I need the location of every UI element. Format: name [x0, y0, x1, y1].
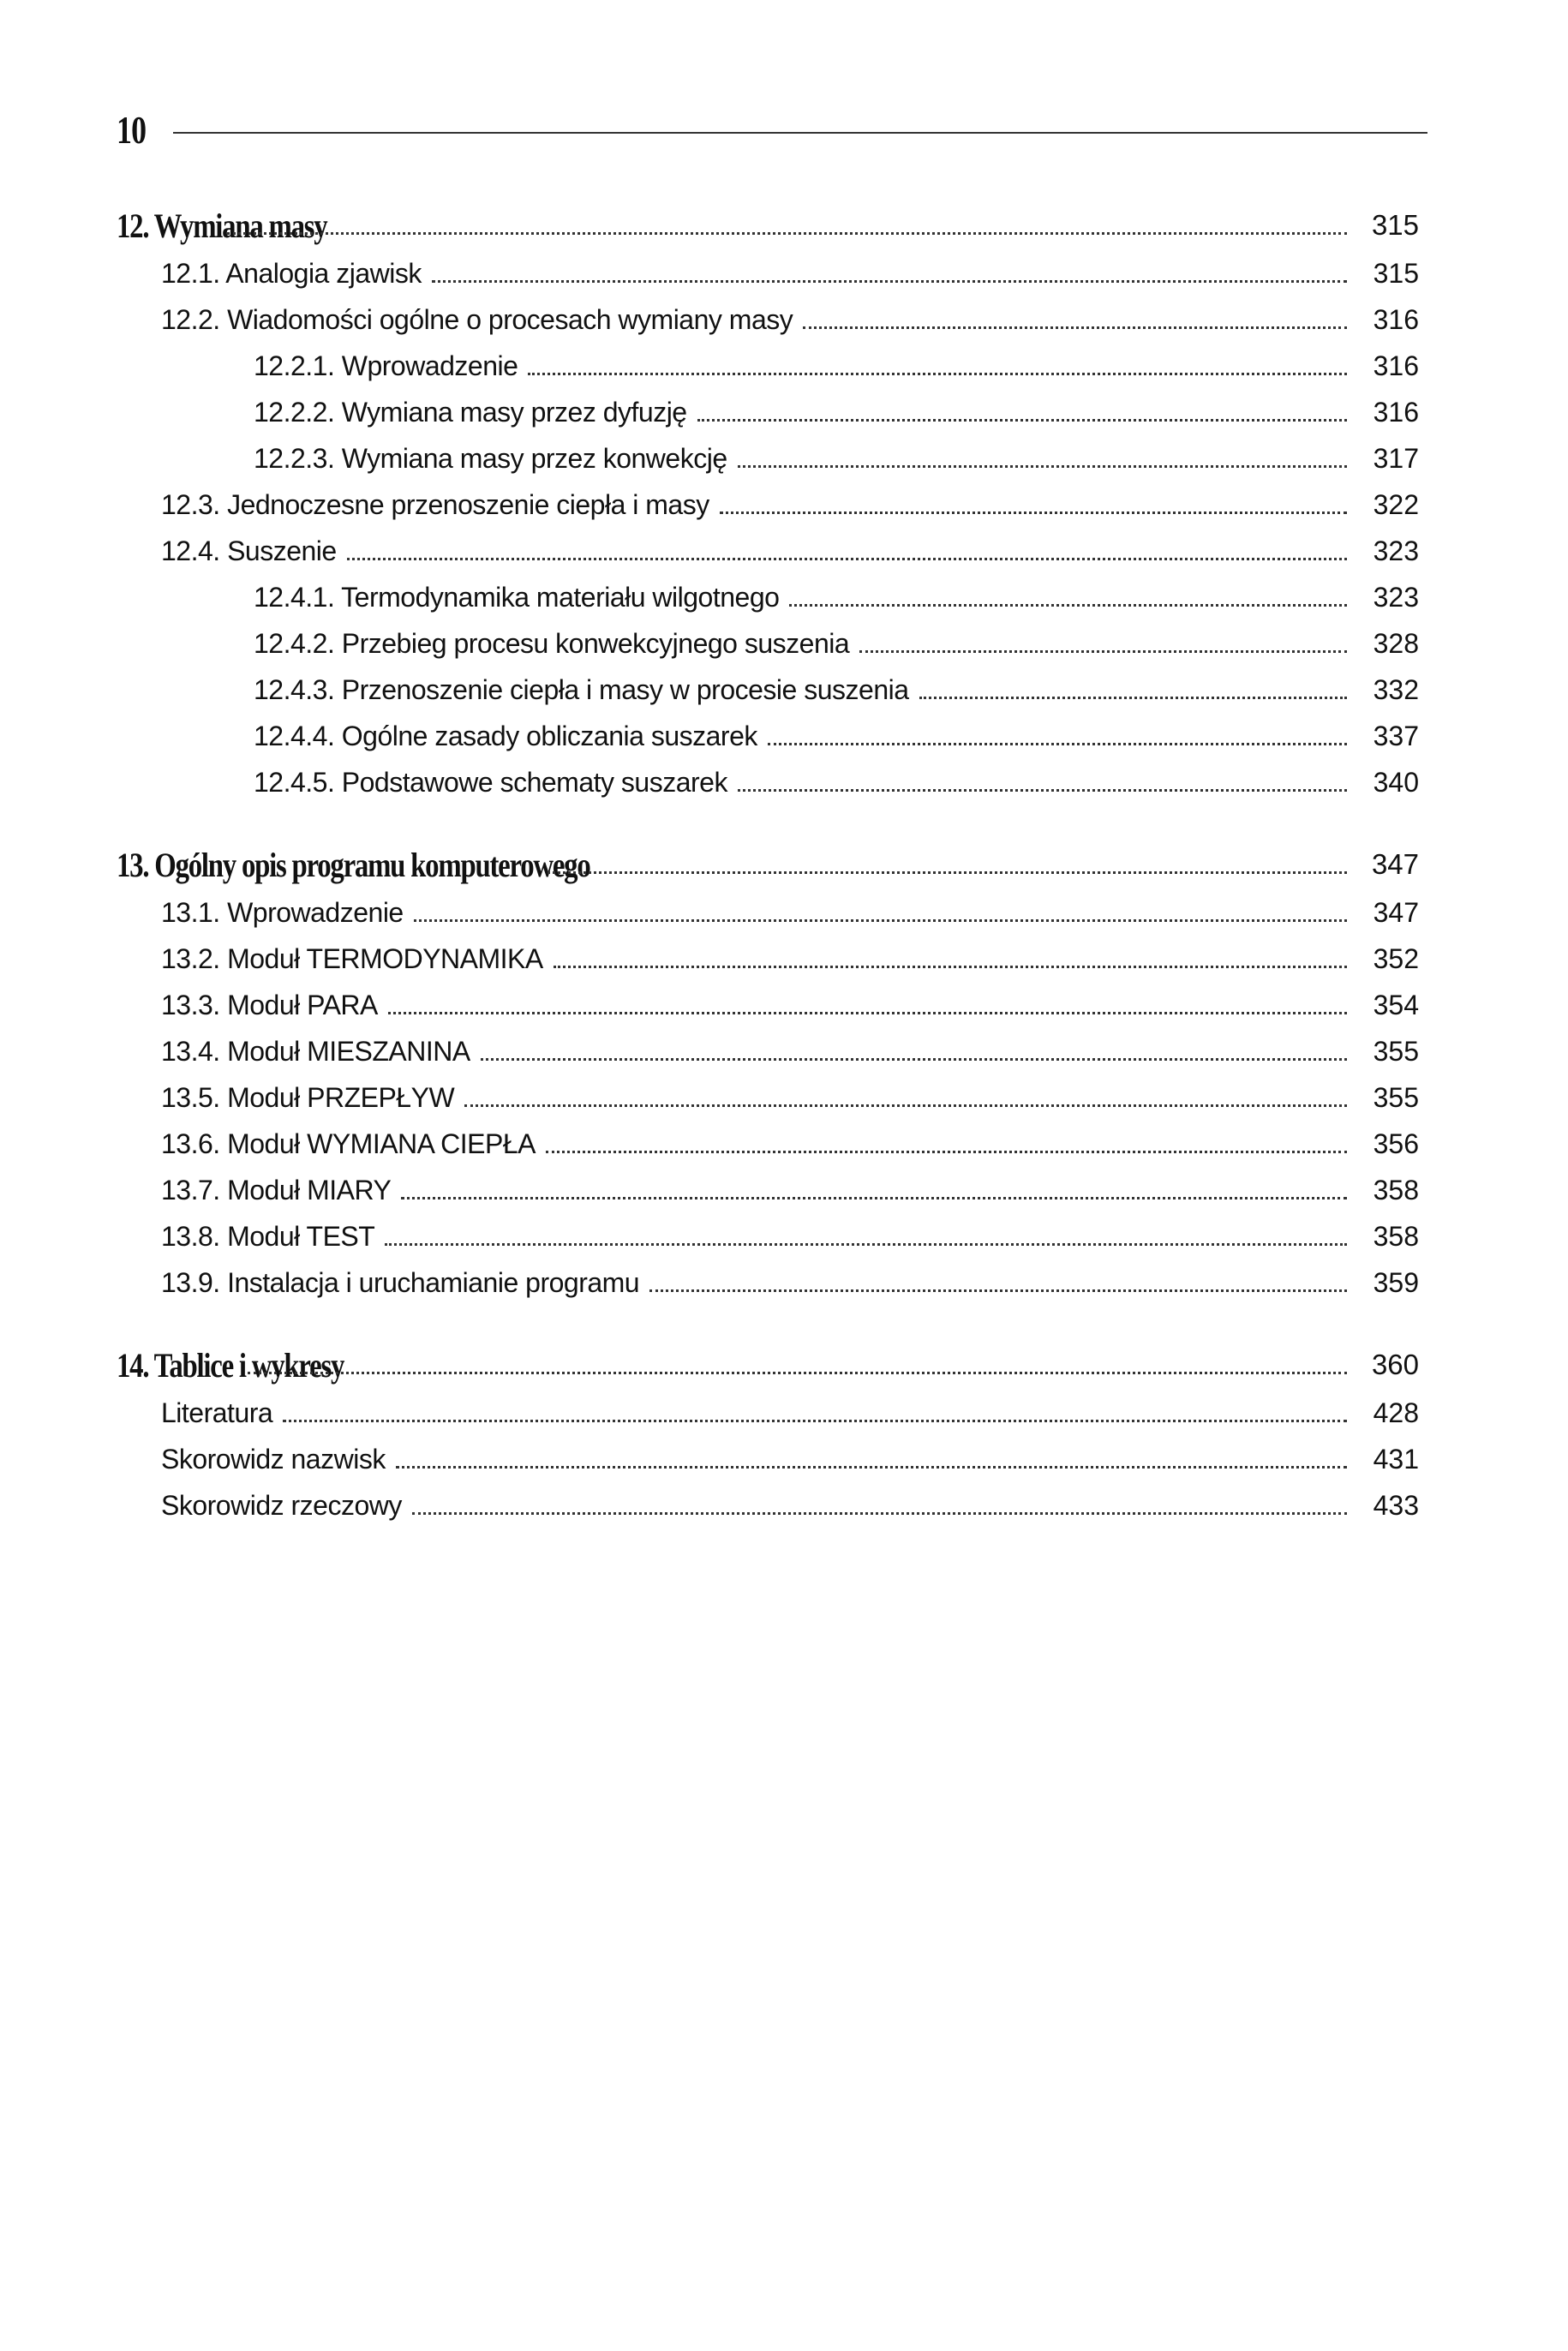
entry-page-number: 322	[1373, 488, 1419, 520]
entry-title: 12.1. Analogia zjawisk	[161, 257, 422, 289]
dot-leader	[649, 1289, 1347, 1292]
toc-chapter-entry	[0, 1340, 1568, 1390]
dot-leader	[738, 789, 1347, 792]
entry-page-number: 356	[1373, 1128, 1419, 1159]
dot-leader	[347, 558, 1347, 560]
entry-title: 12.4.3. Przenoszenie ciepła i masy w procesie suszenia	[254, 673, 909, 705]
dot-leader	[548, 871, 1347, 874]
toc-entry	[0, 389, 1568, 435]
toc-entry	[0, 343, 1568, 389]
entry-title: 12. Wymiana masy	[117, 206, 327, 245]
dot-leader	[414, 919, 1347, 922]
entry-title: 13.1. Wprowadzenie	[161, 896, 404, 928]
entry-page-number: 431	[1373, 1443, 1419, 1475]
entry-page-number: 347	[1373, 896, 1419, 928]
toc-entry	[0, 1436, 1568, 1482]
toc-entry	[0, 574, 1568, 620]
toc-entry	[0, 889, 1568, 936]
dot-leader	[464, 1104, 1347, 1107]
header-rule	[173, 132, 1427, 134]
dot-leader	[401, 1197, 1347, 1199]
entry-title: 12.4. Suszenie	[161, 535, 337, 566]
entry-page-number: 355	[1373, 1081, 1419, 1113]
dot-leader	[528, 373, 1347, 375]
toc-entry	[0, 296, 1568, 343]
entry-title: 12.2.2. Wymiana masy przez dyfuzję	[254, 396, 687, 428]
dot-leader	[546, 1151, 1347, 1153]
entry-page-number: 328	[1373, 627, 1419, 659]
toc-chapter-entry	[0, 200, 1568, 250]
dot-leader	[720, 511, 1347, 514]
entry-page-number: 347	[1371, 848, 1419, 880]
entry-page-number: 316	[1373, 350, 1419, 381]
entry-page-number: 358	[1373, 1220, 1419, 1252]
entry-title: 13. Ogólny opis programu komputerowego	[117, 845, 590, 884]
entry-title: 12.3. Jednoczesne przenoszenie ciepła i masy	[161, 488, 709, 520]
toc-entry	[0, 482, 1568, 528]
dot-leader	[481, 1058, 1347, 1061]
entry-title: Skorowidz nazwisk	[161, 1443, 386, 1475]
entry-page-number: 433	[1373, 1489, 1419, 1521]
entry-page-number: 315	[1373, 257, 1419, 289]
toc-entry	[0, 759, 1568, 805]
toc-entry	[0, 1390, 1568, 1436]
entry-title: 14. Tablice i wykresy	[117, 1345, 344, 1385]
entry-title: 12.2.3. Wymiana masy przez konwekcję	[254, 442, 727, 474]
toc-entry	[0, 936, 1568, 982]
dot-leader	[789, 604, 1347, 607]
toc-entry	[0, 528, 1568, 574]
entry-title: 12.4.2. Przebieg procesu konwekcyjnego suszenia	[254, 627, 850, 659]
entry-page-number: 317	[1373, 442, 1419, 474]
entry-title: 13.6. Moduł WYMIANA CIEPŁA	[161, 1128, 536, 1159]
dot-leader	[385, 1243, 1347, 1246]
entry-page-number: 316	[1373, 303, 1419, 335]
toc-entry	[0, 1167, 1568, 1213]
entry-page-number: 360	[1371, 1349, 1419, 1380]
entry-title: 12.4.4. Ogólne zasady obliczania suszarek	[254, 720, 757, 751]
dot-leader	[283, 1420, 1347, 1422]
table-of-contents	[0, 200, 1568, 1528]
entry-page-number: 428	[1373, 1397, 1419, 1428]
entry-title: 13.4. Moduł MIESZANINA	[161, 1035, 470, 1067]
entry-page-number: 337	[1373, 720, 1419, 751]
dot-leader	[768, 743, 1347, 745]
entry-title: 12.2.1. Wprowadzenie	[254, 350, 518, 381]
toc-entry	[0, 1213, 1568, 1259]
entry-page-number: 359	[1373, 1266, 1419, 1298]
dot-leader	[919, 697, 1347, 699]
entry-title: 13.3. Moduł PARA	[161, 989, 378, 1020]
toc-entry	[0, 982, 1568, 1028]
entry-title: Skorowidz rzeczowy	[161, 1489, 402, 1521]
entry-title: 13.7. Moduł MIARY	[161, 1174, 392, 1205]
toc-entry	[0, 435, 1568, 482]
dot-leader	[803, 326, 1347, 329]
toc-entry	[0, 250, 1568, 296]
page-header	[117, 107, 1427, 153]
dot-leader	[859, 650, 1347, 653]
dot-leader	[248, 1372, 1347, 1374]
entry-title: 13.9. Instalacja i uruchamianie programu	[161, 1266, 640, 1298]
entry-page-number: 315	[1371, 209, 1419, 241]
dot-leader	[388, 1012, 1347, 1014]
toc-chapter-entry	[0, 840, 1568, 889]
toc-entry	[0, 1028, 1568, 1074]
entry-page-number: 355	[1373, 1035, 1419, 1067]
page-number: 10	[117, 108, 147, 152]
entry-page-number: 316	[1373, 396, 1419, 428]
toc-entry	[0, 713, 1568, 759]
dot-leader	[697, 419, 1347, 422]
dot-leader	[396, 1466, 1347, 1469]
entry-title: 13.2. Moduł TERMODYNAMIKA	[161, 942, 543, 974]
entry-title: 12.2. Wiadomości ogólne o procesach wymiany masy	[161, 303, 793, 335]
toc-entry	[0, 1259, 1568, 1306]
dot-leader	[554, 966, 1347, 968]
entry-page-number: 352	[1373, 942, 1419, 974]
toc-entry	[0, 667, 1568, 713]
dot-leader	[738, 465, 1347, 468]
toc-entry	[0, 1121, 1568, 1167]
toc-entry	[0, 1074, 1568, 1121]
entry-title: 12.4.5. Podstawowe schematy suszarek	[254, 766, 727, 798]
entry-title: 13.5. Moduł PRZEPŁYW	[161, 1081, 455, 1113]
toc-entry	[0, 620, 1568, 667]
entry-title: 12.4.1. Termodynamika materiału wilgotnego	[254, 581, 780, 613]
toc-entry	[0, 1482, 1568, 1528]
entry-page-number: 323	[1373, 535, 1419, 566]
entry-title: 13.8. Moduł TEST	[161, 1220, 375, 1252]
dot-leader	[432, 280, 1347, 283]
entry-page-number: 323	[1373, 581, 1419, 613]
entry-page-number: 340	[1373, 766, 1419, 798]
entry-page-number: 354	[1373, 989, 1419, 1020]
entry-page-number: 332	[1373, 673, 1419, 705]
entry-title: Literatura	[161, 1397, 273, 1428]
entry-page-number: 358	[1373, 1174, 1419, 1205]
dot-leader	[412, 1512, 1347, 1515]
dot-leader	[227, 232, 1347, 235]
